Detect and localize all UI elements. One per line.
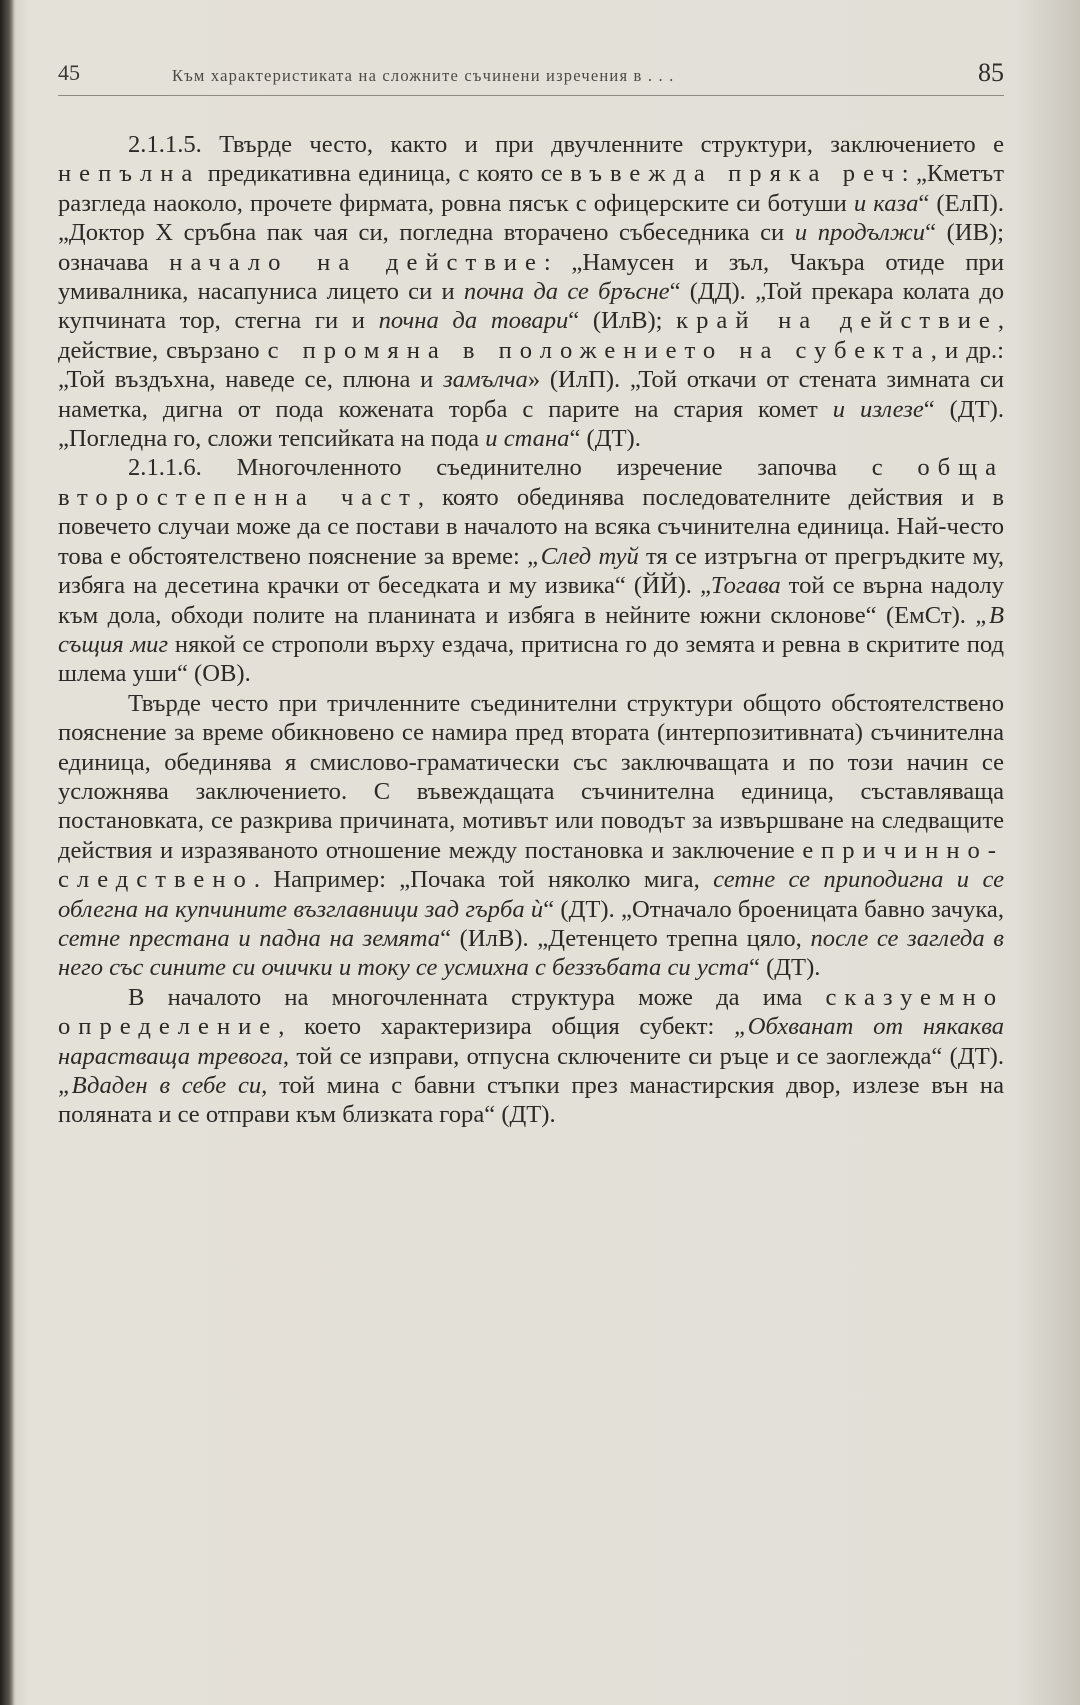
italic-example: сетне се приподигна и се облегна на купчините възглавници зад гърба ѝ <box>58 866 1004 923</box>
page-header <box>58 60 1004 96</box>
paragraph-trinomial-structures <box>58 689 1004 983</box>
text-run: “ (ЕлП). „Доктор X сръбна пак чая си, погледна вторачено събеседника си <box>58 189 1005 247</box>
text-run: “ (ИлВ); <box>568 307 677 335</box>
spaced-term: въвежда пряка реч <box>570 160 902 188</box>
italic-example: почна да се бръсне <box>463 278 670 306</box>
spaced-term: обща второстепенна част <box>58 454 1004 511</box>
text-run: 2.1.1.5. Твърде често, както и при двучленните структури, заключението е <box>128 131 1004 158</box>
book-spine-shadow <box>0 0 14 1705</box>
header-left-number: 45 <box>58 60 80 85</box>
paragraph-2-1-1-6 <box>58 453 1004 688</box>
italic-example: „В същия миг <box>58 601 1004 658</box>
body-text <box>58 130 1004 1130</box>
text-run: “ (ИВ); означава <box>58 219 1004 276</box>
spaced-term: край на действие <box>676 307 998 335</box>
italic-example: и стана <box>485 425 570 453</box>
text-run: , и др.: „Той въздъхна, наведе се, плюна и <box>58 336 1004 394</box>
text-run: той се изправи, отпусна сключените си ръце и се заоглежда“ (ДТ). <box>289 1042 1004 1070</box>
text-run: В началото на многочленната структура може да има <box>128 983 826 1011</box>
text-run: тя се изтръгна от прегръдките му, избяга на десетина крачки от беседката и му извика“ (ЙЙ). <box>58 542 1005 600</box>
header-rule <box>58 95 1004 96</box>
italic-example: „Тогава <box>699 572 781 600</box>
italic-example: и каза <box>853 189 919 217</box>
italic-example: и излезе <box>832 395 924 423</box>
text-run: “ (ДТ). <box>749 954 821 982</box>
spaced-term: начало на действие <box>169 248 544 276</box>
text-run: , действие, свързано <box>58 307 1004 364</box>
text-run: някой се строполи върху ездача, притисна го до земята и ревна в скритите под шлема уши“ (ОВ). <box>58 630 1004 688</box>
italic-example: „След туй <box>527 542 639 570</box>
paragraph-2-1-1-5 <box>58 130 1004 453</box>
text-run: “ (ДТ). „Отначало броеницата бавно зачука, <box>543 895 1004 923</box>
text-run: , което характеризира общия субект: <box>278 1013 735 1041</box>
text-run: “ (ДД). „Той прекара колата до купчината тор, стегна ги и <box>58 278 1005 335</box>
italic-example: замълча <box>443 366 528 394</box>
italic-example: „Обхванат от някаква нарастваща тревога, <box>58 1013 1005 1070</box>
text-run: Твърде често при тричленните съединителни структури общото обстоятелствено пояснение за време обикновено се намира пред втората (интерпозитивната) съчинителна единица, обединява я смислово-граматически със заключващата и по този начин се усложнява заключението. С въвеждащата съчинителна единица, съставляваща постановката, се разкрива причината, мотивът или поводът за извършване на следващите действия и изразяваното отношение между постановка и заключение е <box>58 689 1004 864</box>
italic-example: сетне престана и падна на земята <box>58 924 441 952</box>
text-run: той се върна надолу към дола, обходи полите на планината и избяга в нейните южни склонове“ (ЕмСт). <box>58 572 1004 629</box>
text-run: той мина с бавни стъпки през манастирския двор, излезе вън на поляната и се отправи към близката гора“ (ДТ). <box>58 1072 1004 1129</box>
spaced-term: причинно-следствено <box>58 836 1004 894</box>
running-title: Към характеристиката на сложните съчинени изречения в . . . <box>172 66 675 85</box>
italic-example: и продължи <box>794 219 926 247</box>
text-run: , която обединява последователните действия и в повечето случаи може да се постави в началото на всяка съчинителна единица. Най-често това е обстоятелствено пояснение за време: <box>58 483 1004 570</box>
text-run: : „Намусен и зъл, Чакъра отиде при умивалника, насапуниса лицето си и <box>58 248 1004 306</box>
text-run: предикативна единица, с която се <box>200 160 571 188</box>
text-run: : „Кметът разгледа наоколо, прочете фирмата, ровна пясък с офицерските си ботуши <box>58 160 1004 217</box>
paragraph-predicative-attribute <box>58 983 1004 1130</box>
text-run: “ (ДТ). „Погледна го, сложи тепсийката на пода <box>58 395 1004 453</box>
italic-example: „Вдаден в себе си, <box>58 1072 268 1099</box>
text-run: “ (ДТ). <box>569 425 641 453</box>
spaced-term: с промяна в положението на субекта <box>267 336 931 364</box>
text-run: 2.1.1.6. Многочленното съединително изречение започва с <box>128 454 918 482</box>
italic-example: почна да товари <box>378 307 569 335</box>
page-number: 85 <box>978 58 1004 87</box>
text-run: » (ИлП). „Той откачи от стената зимната си наметка, дигна от пода кожената торба с парите на стария комет <box>58 366 1004 423</box>
text-run: “ (ИлВ). „Детенцето трепна цяло, <box>440 924 811 952</box>
italic-example: после се загледа в него със сините си очички и току се усмихна с беззъбата си уста <box>58 924 1004 982</box>
spaced-term: сказуемно определение <box>58 983 1004 1041</box>
text-run: . Например: „Почака той няколко мига, <box>253 866 714 894</box>
spaced-term: непълна <box>58 160 201 188</box>
